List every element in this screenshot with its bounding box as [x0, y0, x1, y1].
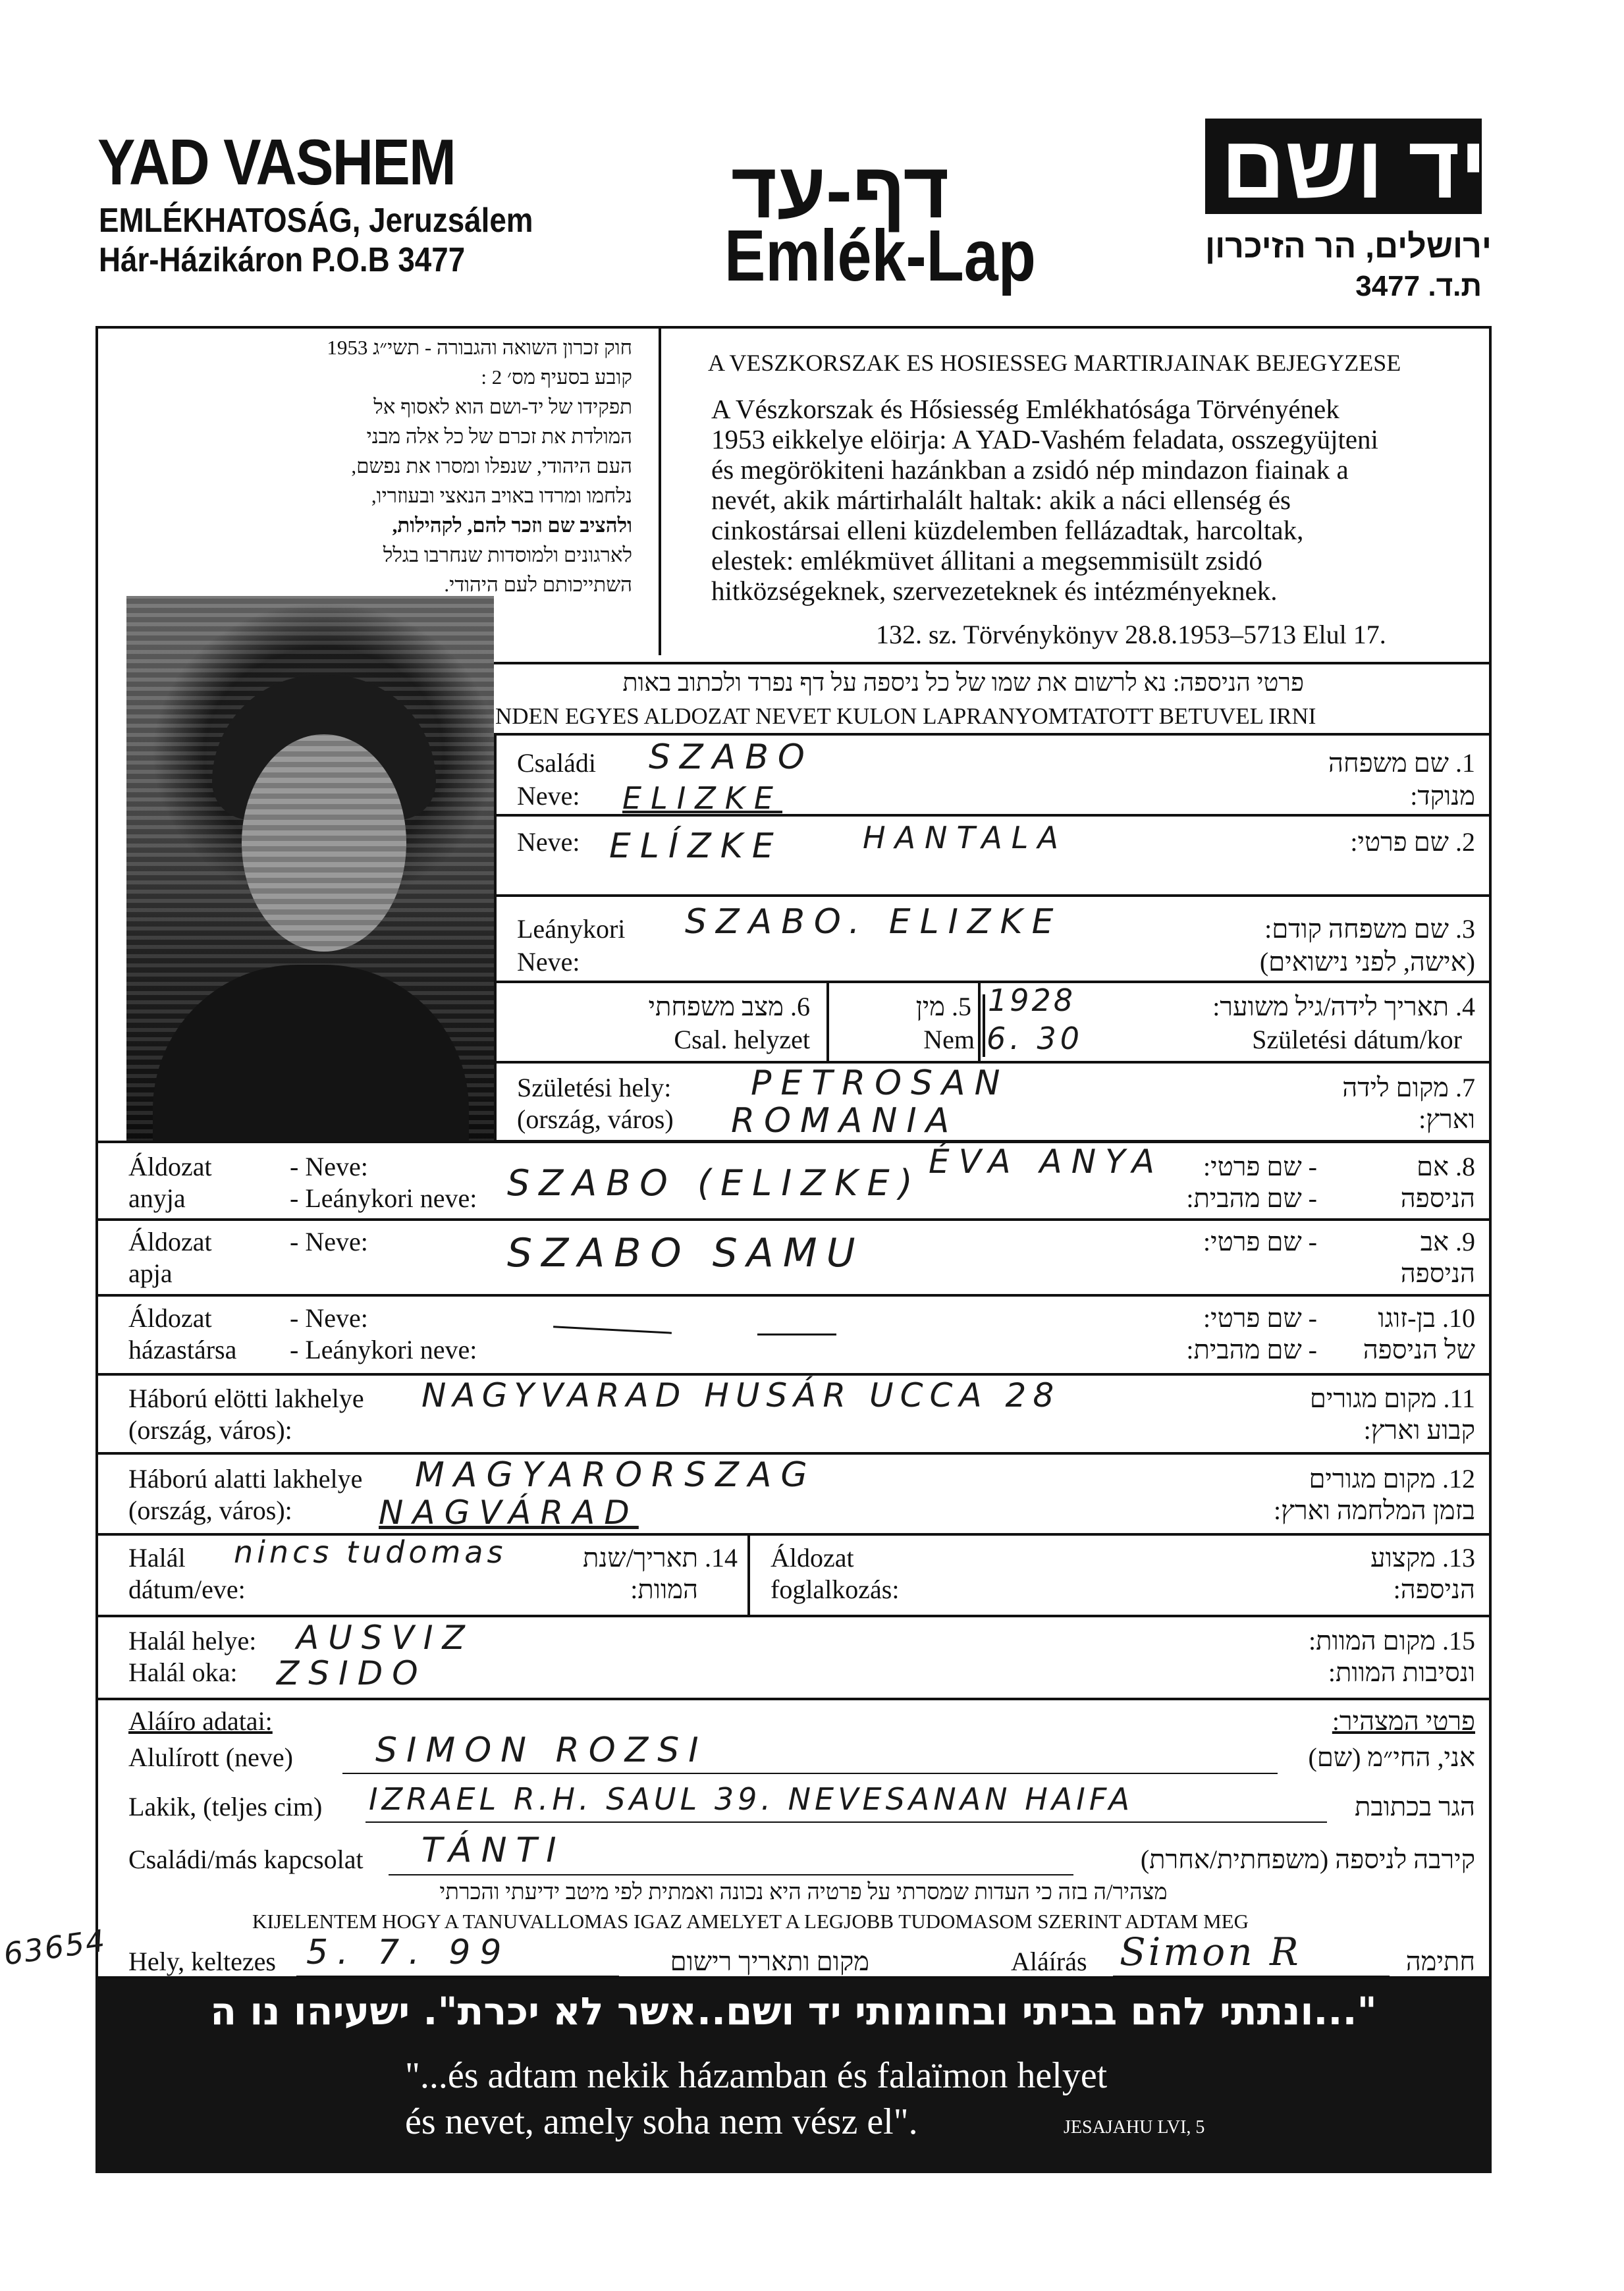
- field-8-label-he: 8. אם: [1417, 1152, 1475, 1181]
- submitter-name-value[interactable]: SIMON ROZSI: [375, 1731, 708, 1770]
- field-10-label-hu: Áldozat: [128, 1303, 212, 1333]
- submitter-address-label: Lakik, (teljes cim): [128, 1792, 323, 1821]
- field-10-label-he: 10. בן-זוגו: [1378, 1303, 1475, 1333]
- field-1-label-hu: Családi: [517, 748, 596, 778]
- submitter-address-label-he: הגר בכתובת: [1355, 1792, 1475, 1821]
- submitter-name-label: Alulírott (neve): [128, 1742, 293, 1772]
- field-3-value[interactable]: SZABO. ELIZKE: [685, 902, 1063, 942]
- field-6-label-he: 6. מצב משפחתי: [648, 992, 810, 1021]
- field-4-label-hu: Születési dátum/kor: [1252, 1025, 1462, 1054]
- law-hebrew-line: תפקידו של יד-ושם הוא לאסוף אל: [373, 395, 632, 418]
- place-date-label-he: מקום ותאריך רישום: [670, 1947, 869, 1976]
- field-12-label-he: 12. מקום מגורים: [1309, 1464, 1475, 1494]
- field-7-value-1[interactable]: PETROSAN: [751, 1064, 1010, 1103]
- signature-value[interactable]: Simon R: [1120, 1929, 1301, 1974]
- law-citation: 132. sz. Törvénykönyv 28.8.1953–5713 Elul 17.: [876, 620, 1386, 649]
- submitter-relation-value[interactable]: TÁNTI: [421, 1831, 566, 1870]
- field-14-value[interactable]: nincs tudomas: [234, 1534, 507, 1570]
- field-8-value-2[interactable]: SZABO (ELIZKE): [507, 1162, 922, 1204]
- field-8-sub-he-2: - שם מהבית:: [1186, 1183, 1317, 1213]
- field-8-label-he2: הניספה: [1400, 1183, 1475, 1213]
- title-hungarian: Emlék-Lap: [724, 215, 1036, 296]
- submitter-name-label-he: אני, החי״מ (שם): [1308, 1742, 1475, 1772]
- law-hebrew-line: העם היהודי, שנפלו ומסרו את נפשם,: [351, 454, 632, 477]
- law-hungarian-block: [711, 394, 1475, 606]
- field-10-label-he2: של הניספה: [1363, 1335, 1475, 1364]
- field-3-label-hu: Leánykori: [517, 914, 626, 944]
- field-8-sub-2: - Leánykori neve:: [290, 1183, 477, 1213]
- instructions-hebrew: פרטי הניספה: נא לרשום את שמו של כל ניספה על דף נפרד ולכתוב באות: [622, 669, 1304, 697]
- field-8-sub-he-1: - שם פרטי:: [1203, 1152, 1317, 1181]
- footer-hungarian-2: és nevet, amely soha nem vész el".: [405, 2101, 918, 2142]
- field-12-value-1[interactable]: MAGYARORSZAG: [415, 1455, 817, 1495]
- field-11-label-he: 11. מקום מגורים: [1309, 1384, 1475, 1413]
- field-13-label-he2: הניספה:: [1393, 1575, 1475, 1604]
- field-15-value-2[interactable]: ZSIDO: [277, 1654, 427, 1692]
- field-8-label-hu: Áldozat: [128, 1152, 212, 1181]
- law-hungarian-line: hitközségeknek, szervezeteknek és intézményeknek.: [711, 576, 1278, 606]
- field-9-value[interactable]: SZABO SAMU: [507, 1230, 865, 1276]
- field-8-sub-1: - Neve:: [290, 1152, 368, 1181]
- law-hebrew-line: ולהציב שם וזכר להם, לקהילות,: [392, 514, 632, 537]
- law-hebrew-line: לארגונים ולמוסדות שנחרבו בגלל: [383, 543, 632, 566]
- field-1-label-hu2: Neve:: [517, 781, 580, 811]
- law-hungarian-line: cinkostársai elleni küzdelemben fellázadtak, harcoltak,: [711, 515, 1304, 545]
- field-11-label-hu2: (ország, város):: [128, 1415, 292, 1445]
- field-11-value[interactable]: NAGYVARAD HUSÁR UCCA 28: [421, 1376, 1061, 1415]
- field-7-label-he: 7. מקום לידה: [1342, 1073, 1475, 1102]
- row-9-top: [95, 1218, 1492, 1221]
- submitter-name-line: [342, 1773, 1278, 1774]
- field-5-label-hu: Nem: [923, 1025, 975, 1054]
- field-8-label-hu2: anyja: [128, 1183, 186, 1213]
- field-4-label-he: 4. תאריך לידה/גיל משוער:: [1212, 992, 1475, 1021]
- field-6-label-hu: Csal. helyzet: [674, 1025, 810, 1054]
- law-hebrew-line: המולדת את זכרם של כל אלה מבני: [366, 425, 632, 448]
- field-13-label-hu: Áldozat: [771, 1543, 854, 1573]
- field-15-label-he: 15. מקום המוות:: [1308, 1626, 1475, 1656]
- field-9-sub-1: - Neve:: [290, 1227, 368, 1256]
- row-15-top: [95, 1615, 1492, 1617]
- field-1-value-2[interactable]: ELIZKE: [622, 780, 783, 816]
- field-10-label-hu2: házastársa: [128, 1335, 237, 1364]
- place-date-label: Hely, keltezes: [128, 1947, 276, 1976]
- field-14-label-hu: Halál: [128, 1543, 186, 1573]
- yad-vashem-logo: [1205, 117, 1487, 217]
- field-14-label-he2: המוות:: [630, 1575, 698, 1604]
- field-5-divider: [978, 981, 981, 1064]
- place-date-line: [296, 1976, 619, 1977]
- field-3-label-he: 3. שם משפחה קודם:: [1264, 914, 1475, 944]
- field-5-label-he: 5. מין: [915, 992, 971, 1021]
- field-10-sub-2: - Leánykori neve:: [290, 1335, 477, 1364]
- address-hebrew: ירושלים, הר הזיכרון: [1205, 228, 1492, 265]
- field-6-divider: [826, 981, 829, 1064]
- field-15-label-hu: Halál helye:: [128, 1626, 257, 1656]
- field-12-value-2[interactable]: NAGVÁRAD: [379, 1494, 639, 1532]
- law-hebrew-block: [158, 333, 632, 599]
- title-hebrew: דף-עד: [731, 146, 950, 234]
- law-hungarian-line: nevét, akik mártirhalált haltak: akik a náci ellenség és: [711, 485, 1291, 515]
- signature-label-he: חתימה: [1405, 1947, 1475, 1976]
- footer-banner: [95, 1979, 1492, 2173]
- field-4-value-b[interactable]: 6. 30: [987, 1021, 1084, 1056]
- field-15-label-he2: ונסיבות המוות:: [1328, 1658, 1475, 1687]
- field-1-value-1[interactable]: SZABO: [649, 738, 814, 777]
- law-hungarian-line: A Vészkorszak és Hősiesség Emlékhatósága Törvényének: [711, 394, 1340, 424]
- field-3-label-hu2: Neve:: [517, 947, 580, 977]
- submitter-heading-hu: Aláíro adatai:: [128, 1706, 273, 1736]
- field-7-label-he2: וארץ:: [1419, 1104, 1475, 1134]
- field-9-label-he: 9. אב: [1420, 1227, 1475, 1256]
- victim-photo: [126, 596, 494, 1143]
- signature-line: [1113, 1976, 1390, 1977]
- field-12-label-hu: Háború alatti lakhelye: [128, 1464, 363, 1494]
- org-subtitle: EMLÉKHATOSÁG, Jeruzsálem: [99, 202, 533, 240]
- field-9-sub-he-1: - שם פרטי:: [1203, 1227, 1317, 1256]
- field-2-label-hu: Neve:: [517, 827, 580, 857]
- submitter-address-value[interactable]: IZRAEL R.H. SAUL 39. NEVESANAN HAIFA: [369, 1781, 1134, 1817]
- law-hebrew-line: חוק זכרון השואה והגבורה - תשי״ג 1953: [327, 336, 632, 359]
- declaration-hungarian: KIJELENTEM HOGY A TANUVALLOMAS IGAZ AMELYET A LEGJOBB TUDOMASOM SZERINT ADTAM MEG: [252, 1910, 1249, 1933]
- footer-hebrew: "...ונתתי להם בביתי ובחומותי יד ושם..אשר לא יכרת". ישעיהו נו ה: [210, 1989, 1377, 2034]
- law-hebrew-line: קובע בסעיף מס׳ 2 :: [481, 365, 632, 389]
- field-7-label-hu2: (ország, város): [517, 1104, 674, 1134]
- field-7-label-hu: Születési hely:: [517, 1073, 672, 1102]
- field-9-label-hu2: apja: [128, 1258, 173, 1288]
- law-hebrew-line: השתייכותם לעם היהודי.: [444, 573, 632, 596]
- field-13-divider: [747, 1533, 750, 1615]
- law-hungarian-line: 1953 eikkelye elöirja: A YAD-Vashém feladata, osszegyüjteni: [711, 424, 1378, 454]
- submitter-relation-label: Családi/más kapcsolat: [128, 1845, 364, 1874]
- field-13-label-hu2: foglalkozás:: [771, 1575, 900, 1604]
- field-14-label-he: 14. תאריך/שנת: [582, 1543, 738, 1573]
- field-13-label-he: 13. מקצוע: [1370, 1543, 1475, 1573]
- field-12-label-hu2: (ország, város):: [128, 1496, 292, 1525]
- field-9-label-hu: Áldozat: [128, 1227, 212, 1256]
- field-1-label-he2: מנוקד:: [1410, 781, 1475, 811]
- row-submitter-top: [95, 1698, 1492, 1700]
- submitter-address-line: [365, 1821, 1327, 1823]
- photo-torso: [153, 965, 469, 1143]
- pobox-hebrew: ת.ד. 3477: [1355, 270, 1482, 302]
- field-11-label-hu: Háború elötti lakhelye: [128, 1384, 364, 1413]
- field-15-label-hu2: Halál oka:: [128, 1658, 238, 1687]
- field-10-sub-he-1: - שם פרטי:: [1203, 1303, 1317, 1333]
- field-10-sub-1: - Neve:: [290, 1303, 368, 1333]
- row-8-top: [95, 1141, 1492, 1143]
- field-15-value-1[interactable]: AUSVIZ: [296, 1619, 474, 1657]
- field-14-label-hu2: dátum/eve:: [128, 1575, 246, 1604]
- field-8-value-1[interactable]: ÉVA ANYA: [929, 1143, 1164, 1181]
- field-2-value-a[interactable]: ELÍZKE: [609, 826, 783, 866]
- signature-label: Aláírás: [1011, 1947, 1087, 1976]
- photo-face: [242, 734, 406, 952]
- field-10-dash-2: [757, 1334, 836, 1335]
- row-12-top: [95, 1452, 1492, 1455]
- row-11-top: [95, 1373, 1492, 1376]
- instr-top-line: [494, 662, 1492, 664]
- law-hungarian-line: és megörökiteni hazánkban a zsidó nép mindazon fiainak a: [711, 454, 1349, 485]
- margin-note: 63654: [1, 1922, 109, 1972]
- org-name: YAD VASHEM: [97, 126, 456, 198]
- place-date-value[interactable]: 5. 7. 99: [306, 1933, 511, 1972]
- instructions-hungarian: NDEN EGYES ALDOZAT NEVET KULON LAPRANYOMTATOTT BETUVEL IRNI: [495, 703, 1316, 729]
- submitter-heading-he: פרטי המצהיר:: [1332, 1706, 1475, 1736]
- law-hebrew-line: נלחמו ומרדו באויב הנאצי ובעוזריו,: [371, 484, 632, 507]
- field-7-value-2[interactable]: ROMANIA: [731, 1101, 959, 1141]
- field-12-label-he2: בזמן המלחמה וארץ:: [1274, 1496, 1475, 1525]
- org-address: Hár-Házikáron P.O.B 3477: [99, 241, 466, 279]
- law-hungarian-line: elestek: emlékmüvet állitani a megsemmisült zsidó: [711, 545, 1262, 576]
- field-4-value-a[interactable]: 1928: [988, 983, 1076, 1018]
- row-10-top: [95, 1294, 1492, 1297]
- submitter-relation-label-he: קירבה לניספה (משפחתית/אחרת): [1140, 1845, 1475, 1874]
- field-1-label-he: 1. שם משפחה: [1328, 748, 1475, 778]
- declaration-hebrew: מצהיר/ה בזה כי העדות שמסרתי על פרטיה היא נכונה ואמתית לפי מיטב ידיעתי והכרתי: [439, 1880, 1168, 1904]
- logo-text: יד ושם: [1221, 117, 1487, 217]
- field-5-inner: [983, 994, 985, 1057]
- law-divider: [659, 326, 661, 655]
- field-11-label-he2: קבוע וארץ:: [1363, 1415, 1475, 1445]
- field-2-label-he: 2. שם פרטי:: [1350, 827, 1475, 857]
- submitter-relation-line: [389, 1874, 1073, 1875]
- field-3-label-he2: (אישה, לפני נישואים): [1259, 947, 1475, 977]
- field-2-value-b[interactable]: HANTALA: [863, 820, 1068, 855]
- field-9-label-he2: הניספה: [1400, 1258, 1475, 1288]
- law-hungarian-title: A VESZKORSZAK ES HOSIESSEG MARTIRJAINAK BEJEGYZESE: [708, 350, 1401, 376]
- footer-hungarian-1: "...és adtam nekik házamban és falaïmon helyet: [405, 2055, 1108, 2096]
- field-10-sub-he-2: - שם מהבית:: [1186, 1335, 1317, 1364]
- footer-citation: JESAJAHU LVI, 5: [1064, 2117, 1205, 2138]
